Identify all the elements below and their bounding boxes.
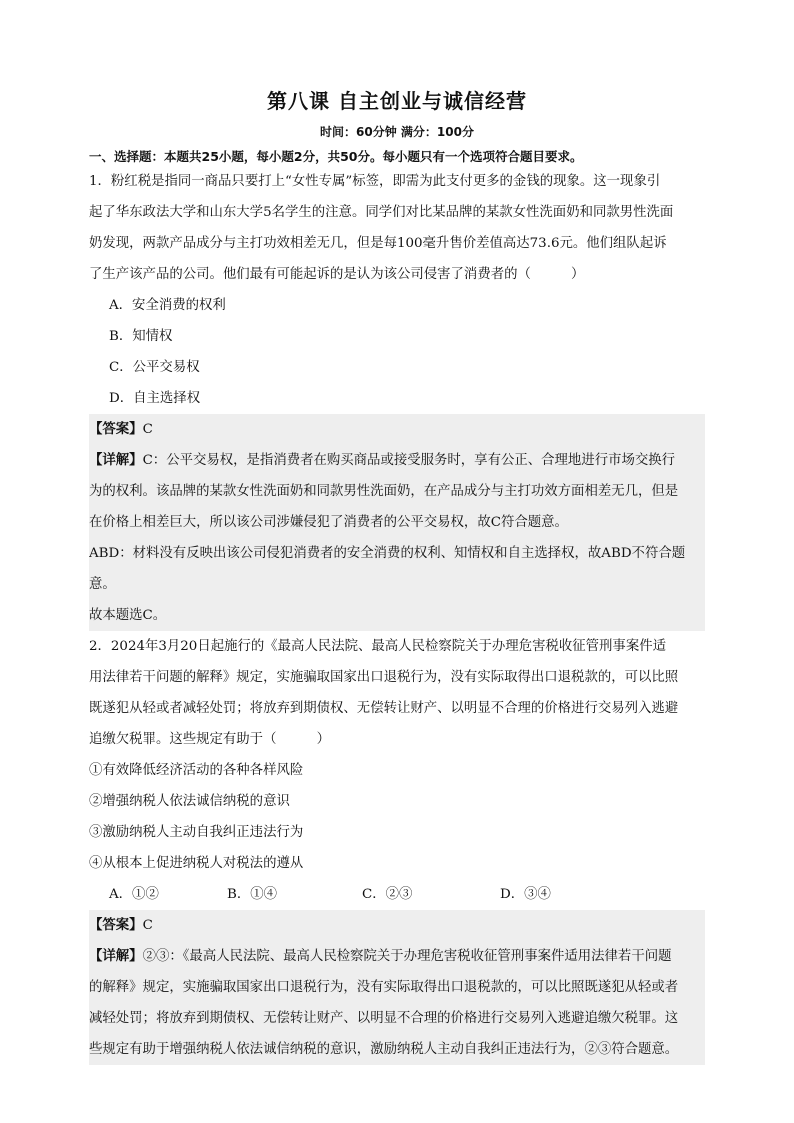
q1-detail-line: 故本题选C。 xyxy=(89,608,167,623)
detail-label: 【详解】 xyxy=(89,948,143,964)
q2-detail-line: 减轻处罚；将放弃到期债权、无偿转让财产、以明显不合理的价格进行交易列入逃避追缴欠税罪。这 xyxy=(89,1011,679,1026)
q2-stem-line: 用法律若干问题的解释》规定，实施骗取国家出口退税行为，没有实际取得出口退税款的，可以比照 xyxy=(89,670,679,685)
q2-option-b: B．①④ xyxy=(227,887,278,902)
q2-option-a: A．①② xyxy=(109,887,159,902)
q2-statement: ②增强纳税人依法诚信纳税的意识 xyxy=(89,794,290,809)
answer-value: C xyxy=(142,918,153,933)
q2-options-row xyxy=(89,879,705,910)
page-title: 第八课 自主创业与诚信经营 xyxy=(267,89,527,113)
q2-option-d: D．③④ xyxy=(500,887,551,902)
q2-option-c: C．②③ xyxy=(362,887,413,902)
q2-detail-line: 些规定有助于增强纳税人依法诚信纳税的意识，激励纳税人主动自我纠正违法行为，②③符合题意。 xyxy=(89,1042,679,1057)
q2-statement: ①有效降低经济活动的各种各样风险 xyxy=(89,763,304,778)
q1-detail-line: 在价格上相差巨大，所以该公司涉嫌侵犯了消费者的公平交易权，故C符合题意。 xyxy=(89,515,568,530)
q1-answer-block xyxy=(89,414,705,631)
section-heading: 一、选择题：本题共25小题，每小题2分，共50分。每小题只有一个选项符合题目要求。 xyxy=(89,149,583,164)
q2-detail-line: 【详解】②③：《最高人民法院、最高人民检察院关于办理危害税收征管刑事案件适用法律若干问题 xyxy=(89,948,672,964)
q1-option-d: D．自主选择权 xyxy=(109,391,201,406)
q1-stem-line: 奶发现，两款产品成分与主打功效相差无几，但是每100毫升售价差值高达73.6元。他们组队起诉 xyxy=(89,236,667,251)
q1-option-b: B．知情权 xyxy=(109,329,173,344)
q1-answer xyxy=(89,414,705,445)
q1-stem-line: 了生产该产品的公司。他们最有可能起诉的是认为该公司侵害了消费者的（ ） xyxy=(89,267,585,282)
question-1 xyxy=(89,166,705,631)
q1-detail-line: 意。 xyxy=(89,577,116,592)
q2-stem-line: 既遂犯从轻或者减轻处罚；将放弃到期债权、无偿转让财产、以明显不合理的价格进行交易列入逃避 xyxy=(89,701,679,716)
question-2 xyxy=(89,631,705,1065)
q2-statement: ③激励纳税人主动自我纠正违法行为 xyxy=(89,825,304,840)
q2-answer xyxy=(89,910,705,941)
answer-label: 【答案】 xyxy=(89,421,143,437)
q2-stem-line: 追缴欠税罪。这些规定有助于（ ） xyxy=(89,732,331,747)
q1-detail-line: ABD：材料没有反映出该公司侵犯消费者的安全消费的权利、知情权和自主选择权，故ABD不符合题 xyxy=(89,546,686,561)
exam-meta: 时间：60分钟 满分：100分 xyxy=(320,125,474,139)
q2-answer-block xyxy=(89,910,705,1065)
q2-statement: ④从根本上促进纳税人对税法的遵从 xyxy=(89,856,304,871)
answer-label: 【答案】 xyxy=(89,917,143,933)
q1-stem-line: 起了华东政法大学和山东大学5名学生的注意。同学们对比某品牌的某款女性洗面奶和同款男性洗面 xyxy=(89,205,674,220)
q2-detail-line: 的解释》规定，实施骗取国家出口退税行为，没有实际取得出口退税款的，可以比照既遂犯从轻或者 xyxy=(89,980,679,995)
q1-detail-line: 【详解】C：公平交易权，是指消费者在购买商品或接受服务时，享有公正、合理地进行市场交换行 xyxy=(89,452,676,468)
q2-stem-line: 2．2024年3月20日起施行的《最高人民法院、最高人民检察院关于办理危害税收征管刑事案件适 xyxy=(89,639,666,654)
q1-detail-line: 为的权利。该品牌的某款女性洗面奶和同款男性洗面奶，在产品成分与主打功效方面相差无几，但是 xyxy=(89,484,679,499)
answer-value: C xyxy=(142,422,153,437)
q1-stem-line: 1．粉红税是指同一商品只要打上“女性专属”标签，即需为此支付更多的金钱的现象。这一现象引 xyxy=(89,174,661,189)
q1-option-a: A．安全消费的权利 xyxy=(109,298,226,313)
q1-option-c: C．公平交易权 xyxy=(109,360,200,375)
detail-label: 【详解】 xyxy=(89,452,143,468)
